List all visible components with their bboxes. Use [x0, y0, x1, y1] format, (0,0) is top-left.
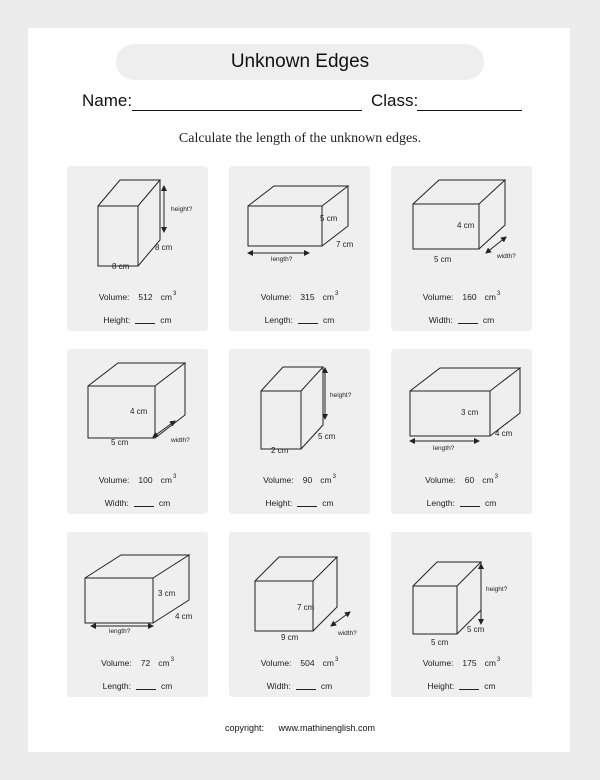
problem-card [391, 532, 532, 697]
volume-label: Volume: [260, 658, 292, 668]
prism-side-face [479, 180, 505, 249]
volume-row [391, 292, 532, 302]
answer-blank[interactable] [459, 681, 479, 690]
answer-label: Height: [103, 315, 131, 325]
volume-unit: cm [320, 475, 332, 485]
rectangular-prism-diagram [391, 166, 532, 286]
prism-top-face [248, 186, 348, 206]
volume-row [391, 658, 532, 668]
volume-label: Volume: [260, 292, 292, 302]
prism-top-face [255, 557, 337, 581]
prism-top-face [410, 368, 520, 391]
problem-card [229, 349, 370, 514]
edge-label: length? [109, 628, 131, 635]
volume-label: Volume: [422, 292, 454, 302]
problem-card [391, 349, 532, 514]
edge-label: 4 cm [495, 429, 513, 438]
edge-label: length? [271, 256, 293, 263]
worksheet-title: Unknown Edges [116, 44, 484, 80]
answer-unit: cm [323, 315, 335, 325]
edge-label: 3 cm [461, 408, 479, 417]
answer-blank[interactable] [298, 315, 318, 324]
volume-value: 90 [302, 475, 313, 485]
edge-label: 7 cm [297, 603, 315, 612]
volume-exponent: 3 [170, 657, 174, 663]
answer-row [229, 498, 370, 508]
edge-label: 5 cm [111, 438, 129, 447]
volume-unit: cm [484, 658, 496, 668]
answer-row [67, 681, 208, 691]
answer-blank[interactable] [134, 498, 154, 507]
rectangular-prism-diagram [67, 349, 208, 469]
answer-unit: cm [485, 498, 497, 508]
prism-front-face [248, 206, 322, 246]
prism-top-face [88, 363, 185, 386]
name-class-row [82, 91, 528, 115]
edge-label: length? [433, 445, 455, 452]
edge-label: 2 cm [271, 446, 289, 455]
rectangular-prism-diagram [229, 349, 370, 469]
answer-unit: cm [158, 498, 171, 508]
edge-label: 9 cm [281, 633, 299, 642]
edge-label: 5 cm [434, 255, 452, 264]
edge-label: height? [486, 586, 508, 593]
answer-blank[interactable] [136, 681, 156, 690]
edge-label: 5 cm [318, 432, 336, 441]
volume-value: 100 [138, 475, 153, 485]
volume-value: 160 [462, 292, 477, 302]
answer-row [391, 315, 532, 325]
volume-row [391, 475, 532, 485]
problem-card [67, 349, 208, 514]
answer-label: Length: [264, 315, 294, 325]
prism-side-face [457, 562, 481, 634]
prism-front-face [98, 206, 138, 266]
volume-unit: cm [482, 475, 494, 485]
answer-unit: cm [482, 315, 495, 325]
prism-top-face [98, 180, 160, 206]
answer-label: Height: [427, 681, 455, 691]
answer-label: Height: [265, 498, 293, 508]
volume-exponent: 3 [332, 474, 336, 480]
edge-label: height? [171, 206, 193, 213]
edge-label: 4 cm [130, 407, 148, 416]
unknown-edge-arrow [331, 612, 350, 626]
volume-row [229, 292, 370, 302]
edge-label: height? [330, 392, 352, 399]
volume-value: 60 [464, 475, 475, 485]
footer [0, 723, 600, 733]
instructions: Calculate the length of the unknown edges. [178, 131, 422, 146]
answer-unit: cm [160, 315, 172, 325]
rectangular-prism-diagram [229, 166, 370, 286]
volume-exponent: 3 [494, 474, 498, 480]
answer-unit: cm [320, 681, 333, 691]
problem-card [229, 532, 370, 697]
volume-value: 504 [300, 658, 315, 668]
problem-card [229, 166, 370, 331]
answer-label: Width: [266, 681, 291, 691]
prism-front-face [261, 391, 301, 449]
edge-label: 4 cm [457, 221, 475, 230]
rectangular-prism-diagram [67, 532, 208, 652]
edge-label: width? [338, 630, 357, 637]
unknown-edge-arrow [153, 421, 175, 437]
prism-top-face [413, 562, 481, 586]
answer-blank[interactable] [297, 498, 317, 507]
answer-label: Length: [102, 681, 132, 691]
volume-label: Volume: [263, 475, 294, 485]
volume-row [229, 475, 370, 485]
edge-label: 8 cm [112, 262, 130, 271]
volume-unit: cm [160, 292, 172, 302]
answer-blank[interactable] [135, 315, 155, 324]
edge-label: 4 cm [175, 612, 193, 621]
volume-row [67, 475, 208, 485]
answer-row [229, 681, 370, 691]
volume-exponent: 3 [334, 657, 339, 663]
volume-label: Volume: [98, 292, 130, 302]
volume-unit: cm [484, 292, 496, 302]
volume-label: Volume: [422, 658, 454, 668]
answer-row [391, 498, 532, 508]
volume-value: 512 [138, 292, 153, 302]
answer-blank[interactable] [458, 315, 478, 324]
volume-row [67, 292, 208, 302]
answer-unit: cm [484, 681, 496, 691]
rectangular-prism-diagram [229, 532, 370, 652]
answer-unit: cm [322, 498, 334, 508]
volume-label: Volume: [101, 658, 132, 668]
volume-exponent: 3 [172, 291, 177, 297]
prism-top-face [261, 367, 323, 391]
prism-side-face [313, 557, 337, 631]
prism-front-face [413, 586, 457, 634]
answer-row [67, 315, 208, 325]
volume-value: 315 [300, 292, 315, 302]
edge-label: width? [497, 253, 516, 260]
answer-label: Length: [426, 498, 456, 508]
volume-exponent: 3 [496, 657, 501, 663]
edge-label: width? [171, 437, 190, 444]
edge-label: 3 cm [158, 589, 176, 598]
rectangular-prism-diagram [391, 532, 532, 652]
volume-exponent: 3 [334, 291, 339, 297]
rectangular-prism-diagram [391, 349, 532, 469]
problem-card [391, 166, 532, 331]
volume-row [229, 658, 370, 668]
volume-value: 72 [140, 658, 151, 668]
volume-unit: cm [322, 292, 334, 302]
problem-card [67, 532, 208, 697]
volume-label: Volume: [98, 475, 130, 485]
answer-row [67, 498, 208, 508]
answer-blank[interactable] [296, 681, 316, 690]
answer-blank[interactable] [460, 498, 480, 507]
website-link[interactable]: www.mathinenglish.com [278, 723, 376, 733]
problem-card [67, 166, 208, 331]
name-answer-line[interactable] [132, 110, 362, 111]
class-answer-line[interactable] [417, 110, 522, 111]
volume-exponent: 3 [496, 291, 501, 297]
rectangular-prism-diagram [67, 166, 208, 286]
edge-label: 5 cm [467, 625, 485, 634]
volume-unit: cm [158, 658, 170, 668]
volume-value: 175 [462, 658, 477, 668]
volume-unit: cm [160, 475, 172, 485]
prism-side-face [490, 368, 520, 436]
edge-label: 5 cm [320, 214, 338, 223]
copyright-label: copyright: [224, 723, 264, 733]
prism-front-face [85, 578, 153, 623]
edge-label: 8 cm [155, 243, 173, 252]
volume-unit: cm [322, 658, 334, 668]
class-label: Class: [371, 91, 419, 110]
edge-label: 5 cm [431, 638, 449, 647]
volume-exponent: 3 [172, 474, 177, 480]
answer-row [391, 681, 532, 691]
answer-label: Width: [104, 498, 129, 508]
edge-label: 7 cm [336, 240, 354, 249]
volume-row [67, 658, 208, 668]
prism-top-face [85, 555, 189, 578]
prism-top-face [413, 180, 505, 204]
answer-unit: cm [161, 681, 173, 691]
name-label: Name: [82, 91, 133, 110]
volume-label: Volume: [425, 475, 456, 485]
answer-row [229, 315, 370, 325]
answer-label: Width: [428, 315, 453, 325]
